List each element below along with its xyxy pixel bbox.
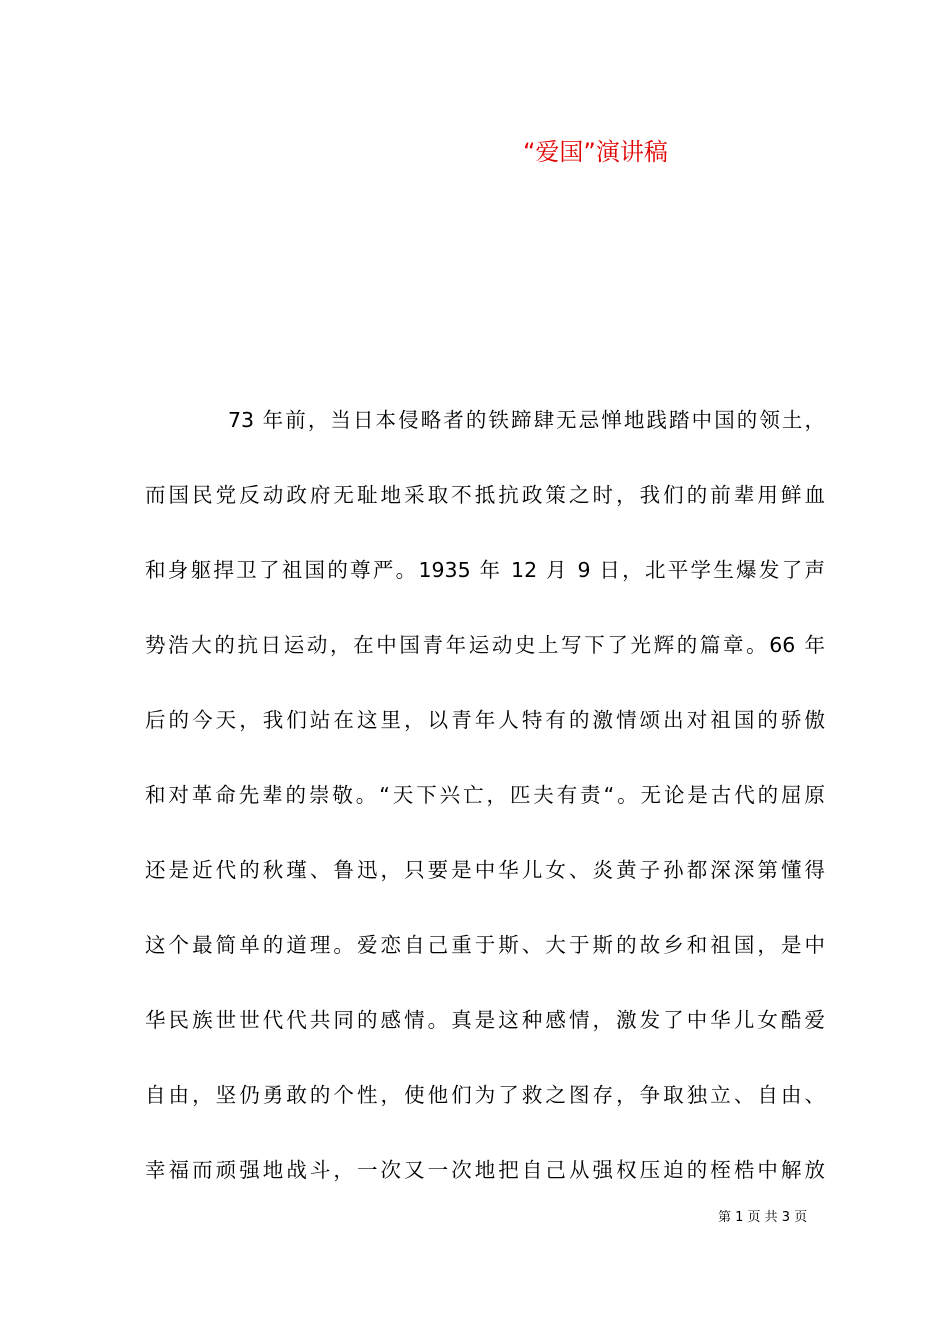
text-line: 这个最简单的道理。爱恋自己重于斯、大于斯的故乡和祖国，是中 <box>145 933 825 957</box>
text-line: 自由，坚仍勇敢的个性，使他们为了救之图存，争取独立、自由、 <box>145 1083 825 1107</box>
text-line: 而国民党反动政府无耻地采取不抵抗政策之时，我们的前辈用鲜血 <box>145 483 825 507</box>
body-paragraph <box>145 401 825 1226</box>
title-rest-part: 演讲稿 <box>595 138 668 166</box>
page-number-footer: 第 1 页 共 3 页 <box>718 1210 808 1225</box>
text-line: 幸福而顽强地战斗，一次又一次地把自己从强权压迫的桎梏中解放 <box>145 1158 825 1182</box>
title-quoted-part: “爱国” <box>523 138 596 166</box>
text-line: 后的今天，我们站在这里，以青年人特有的激情颂出对祖国的骄傲 <box>145 708 825 732</box>
document-title <box>523 134 668 170</box>
text-line: 和对革命先辈的崇敬。“天下兴亡，匹夫有责“。无论是古代的屈原 <box>145 783 825 807</box>
text-line: 还是近代的秋瑾、鲁迅，只要是中华儿女、炎黄子孙都深深第懂得 <box>145 858 825 882</box>
text-line: 73 年前，当日本侵略者的铁蹄肆无忌惮地践踏中国的领土， <box>228 408 825 432</box>
text-line: 和身躯捍卫了祖国的尊严。1935 年 12 月 9 日，北平学生爆发了声 <box>145 558 825 582</box>
text-line: 势浩大的抗日运动，在中国青年运动史上写下了光辉的篇章。66 年 <box>145 633 825 657</box>
text-line: 华民族世世代代共同的感情。真是这种感情，激发了中华儿女酷爱 <box>145 1008 825 1032</box>
